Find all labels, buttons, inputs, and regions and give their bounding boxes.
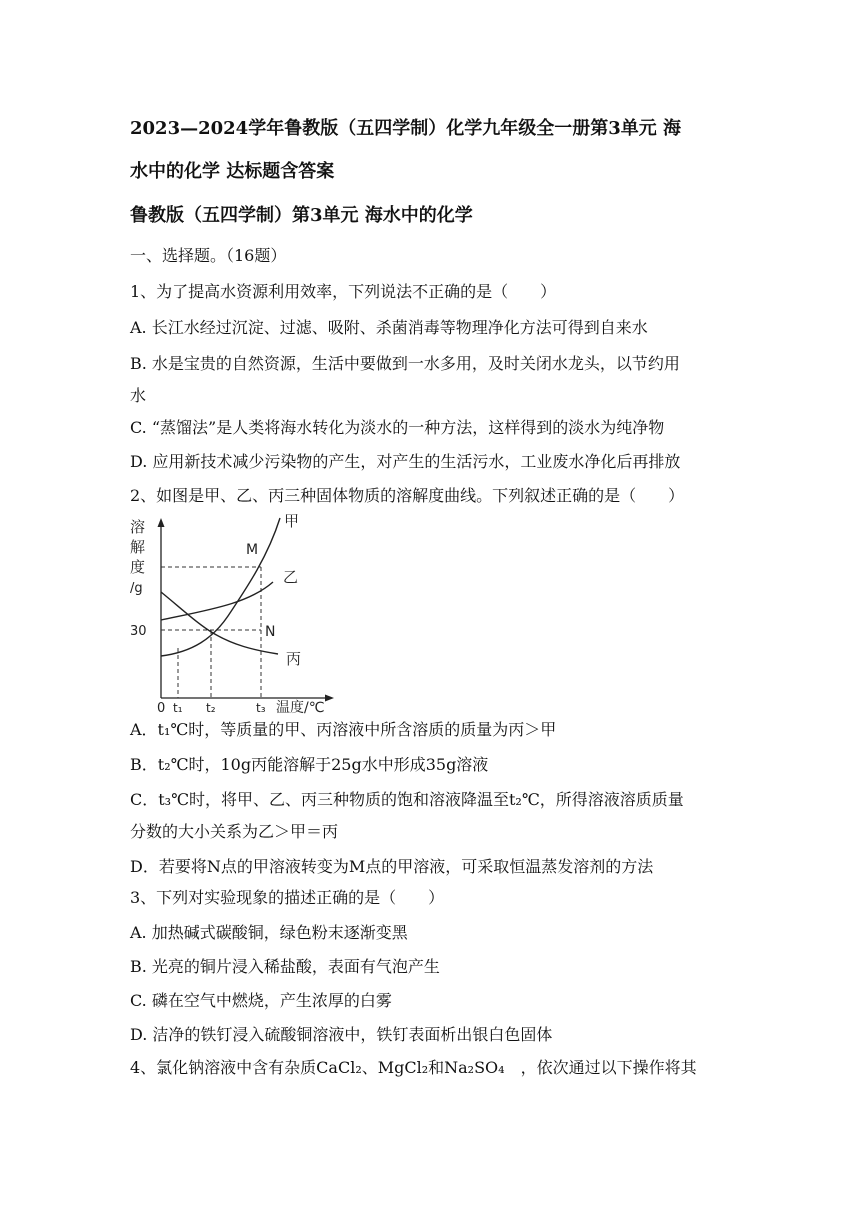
curve-bing xyxy=(161,592,278,654)
y-axis-arrow xyxy=(158,518,165,527)
series-label-bing: 丙 xyxy=(286,650,302,668)
curve-jia xyxy=(161,518,280,656)
document-title-line-2: 水中的化学 达标题含答案 xyxy=(130,161,335,182)
question-2-option-c-cont: 分数的大小关系为乙＞甲＝丙 xyxy=(130,822,339,841)
solubility-chart xyxy=(128,512,338,714)
y-label-3: 度 xyxy=(130,558,146,576)
point-label-n: N xyxy=(265,624,276,640)
question-1-option-c: C. “蒸馏法”是人类将海水转化为淡水的一种方法，这样得到的淡水为纯净物 xyxy=(130,418,665,437)
series-label-jia: 甲 xyxy=(284,512,300,530)
y-tick-30: 30 xyxy=(130,624,147,639)
question-3-option-c: C. 磷在空气中燃烧，产生浓厚的白雾 xyxy=(130,991,392,1010)
question-3-option-d: D. 洁净的铁钉浸入硫酸铜溶液中，铁钉表面析出银白色固体 xyxy=(130,1025,553,1044)
question-3-stem: 3、下列对实验现象的描述正确的是（ ） xyxy=(130,888,445,907)
section-heading: 一、选择题。（16题） xyxy=(130,246,287,265)
question-2-option-c: C．t₃℃时，将甲、乙、丙三种物质的饱和溶液降温至t₂℃，所得溶液溶质质量 xyxy=(130,790,684,809)
origin-label: 0 xyxy=(157,701,166,714)
x-tick-t2: t₂ xyxy=(206,701,216,714)
question-2-option-d: D．若要将N点的甲溶液转变为M点的甲溶液，可采取恒温蒸发溶剂的方法 xyxy=(130,857,654,876)
question-1-option-b: B. 水是宝贵的自然资源，生活中要做到一水多用，及时关闭水龙头，以节约用 xyxy=(130,354,680,373)
question-1-stem: 1、为了提高水资源利用效率，下列说法不正确的是（ ） xyxy=(130,282,557,301)
question-3-option-a: A. 加热碱式碳酸铜，绿色粉末逐渐变黑 xyxy=(130,923,408,942)
y-label-4: /g xyxy=(130,581,143,596)
y-label-2: 解 xyxy=(130,538,146,556)
x-tick-t3: t₃ xyxy=(256,701,266,714)
question-2-option-a: A．t₁℃时，等质量的甲、丙溶液中所含溶质的质量为丙＞甲 xyxy=(130,720,557,739)
question-1-option-d: D. 应用新技术减少污染物的产生，对产生的生活污水，工业废水净化后再排放 xyxy=(130,452,681,471)
question-4-stem: 4、氯化钠溶液中含有杂质CaCl₂、MgCl₂和Na₂SO₄ ，依次通过以下操作将其 xyxy=(130,1058,697,1077)
curve-yi xyxy=(161,582,273,620)
point-label-m: M xyxy=(246,542,259,558)
y-label-1: 溶 xyxy=(130,518,146,536)
question-2-option-b: B．t₂℃时，10g丙能溶解于25g水中形成35g溶液 xyxy=(130,755,489,774)
x-axis-arrow xyxy=(325,695,334,702)
series-label-yi: 乙 xyxy=(283,568,299,586)
question-2-stem: 2、如图是甲、乙、丙三种固体物质的溶解度曲线。下列叙述正确的是（ ） xyxy=(130,486,685,505)
question-3-option-b: B. 光亮的铜片浸入稀盐酸，表面有气泡产生 xyxy=(130,957,440,976)
unit-subtitle: 鲁教版（五四学制）第3单元 海水中的化学 xyxy=(130,205,473,226)
x-axis-label: 温度/℃ xyxy=(276,700,325,714)
question-1-option-b-cont: 水 xyxy=(130,386,147,405)
document-title-line-1: 2023—2024学年鲁教版（五四学制）化学九年级全一册第3单元 海 xyxy=(130,118,681,139)
question-1-option-a: A. 长江水经过沉淀、过滤、吸附、杀菌消毒等物理净化方法可得到自来水 xyxy=(130,318,648,337)
x-tick-t1: t₁ xyxy=(173,701,183,714)
